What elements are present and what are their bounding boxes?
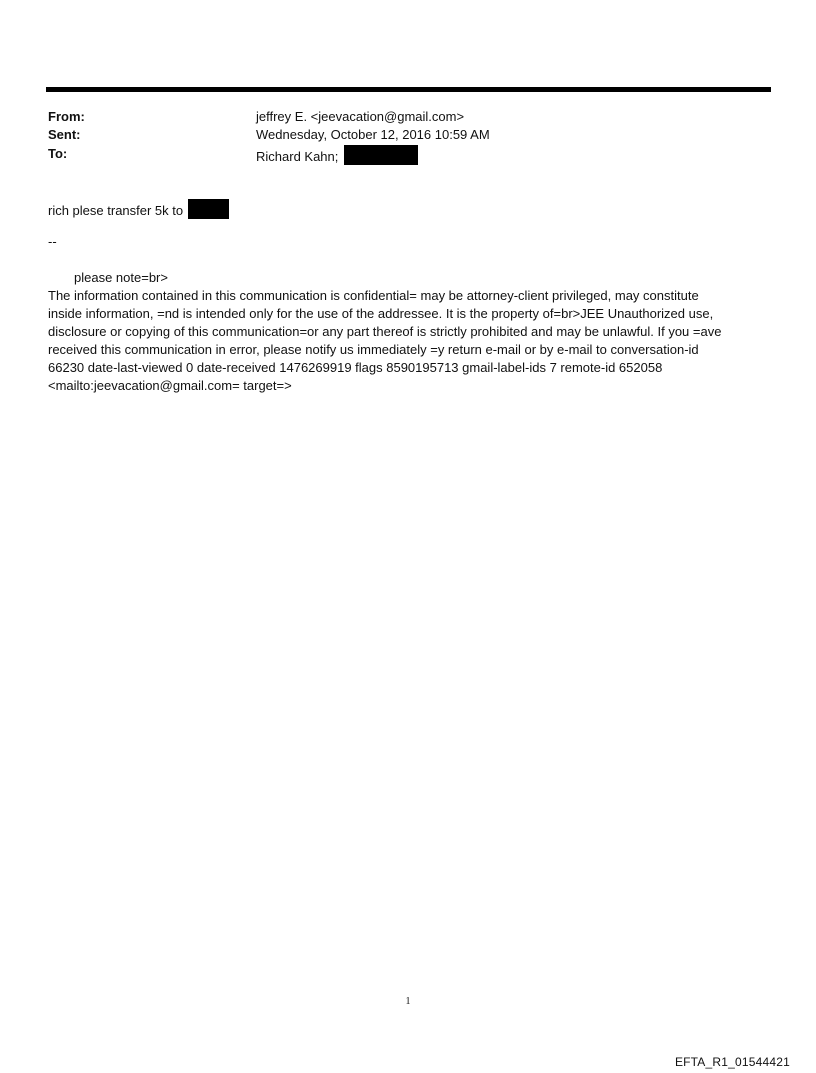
redaction-box bbox=[344, 145, 418, 165]
message-line bbox=[48, 199, 229, 219]
header-rule bbox=[46, 87, 771, 92]
disclaimer-line: inside information, =nd is intended only for the use of the addressee. It is the property of=br>JEE Unauthorized use, bbox=[48, 306, 714, 321]
signature-separator: -- bbox=[48, 234, 57, 249]
sent-label: Sent: bbox=[48, 127, 81, 142]
note-line: please note=br> bbox=[74, 270, 168, 285]
message-text: rich plese transfer 5k to bbox=[48, 203, 184, 218]
redaction-box bbox=[188, 199, 229, 219]
disclaimer-line: disclosure or copying of this communication=or any part thereof is strictly prohibited and may be unlawful. If you =ave bbox=[48, 324, 722, 339]
from-label: From: bbox=[48, 109, 85, 124]
disclaimer-line: The information contained in this communication is confidential= may be attorney-client privileged, may constitute bbox=[48, 288, 699, 303]
disclaimer-line: received this communication in error, please notify us immediately =y return e-mail or by e-mail to conversation-id bbox=[48, 342, 699, 357]
sent-value: Wednesday, October 12, 2016 10:59 AM bbox=[256, 127, 490, 142]
from-value: jeffrey E. <jeevacation@gmail.com> bbox=[256, 109, 465, 124]
to-value: Richard Kahn; bbox=[256, 149, 339, 164]
disclaimer-line: <mailto:jeevacation@gmail.com= target=> bbox=[48, 378, 292, 393]
to-label: To: bbox=[48, 146, 68, 161]
document-id: EFTA_R1_01544421 bbox=[674, 1055, 790, 1069]
page-number: 1 bbox=[405, 996, 411, 1007]
disclaimer-line: 66230 date-last-viewed 0 date-received 1476269919 flags 8590195713 gmail-label-ids 7 remote-id 652058 bbox=[48, 360, 663, 375]
confidentiality-disclaimer bbox=[48, 287, 748, 395]
to-field bbox=[256, 145, 418, 165]
